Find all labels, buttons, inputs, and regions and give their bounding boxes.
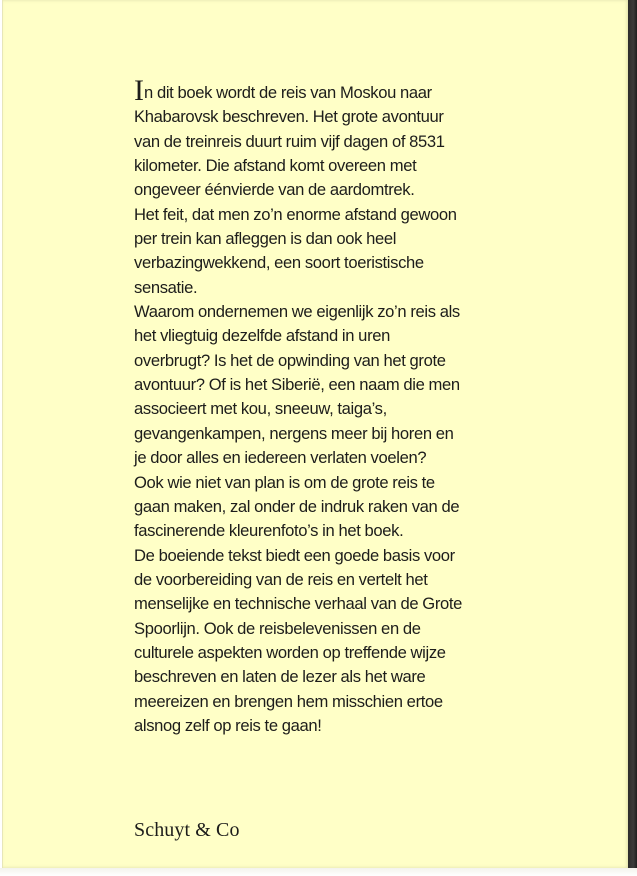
blurb-line: overbrugt? Is het de opwinding van het grote xyxy=(134,350,446,370)
blurb-line: avontuur? Of is het Siberië, een naam die men xyxy=(134,375,460,395)
blurb-line: je door alles en iedereen verlaten voelen? xyxy=(134,448,427,468)
blurb-line: Khabarovsk beschreven. Het grote avontuur xyxy=(134,107,444,127)
blurb-line: kilometer. Die afstand komt overeen met xyxy=(134,156,417,176)
blurb-line: Het feit, dat men zo’n enorme afstand gewoon xyxy=(134,204,457,224)
blurb-line: ongeveer éénvierde van de aardomtrek. xyxy=(134,180,415,200)
blurb-line: gaan maken, zal onder de indruk raken van de xyxy=(134,496,460,516)
blurb-line: Spoorlijn. Ook de reisbelevenissen en de xyxy=(134,618,421,638)
blurb-line: alsnog zelf op reis te gaan! xyxy=(134,715,322,735)
scan-bottom-margin xyxy=(0,868,637,876)
blurb-line-text: n dit boek wordt de reis van Moskou naar xyxy=(144,83,432,102)
blurb-line: gevangenkampen, nergens meer bij horen en xyxy=(134,423,454,443)
blurb-line: Waarom ondernemen we eigenlijk zo’n reis als xyxy=(134,302,460,322)
blurb-text xyxy=(134,74,494,738)
blurb-line: De boeiende tekst biedt een goede basis voor xyxy=(134,545,455,565)
blurb-line: fascinerende kleurenfoto’s in het boek. xyxy=(134,521,404,541)
blurb-line: beschreven en laten de lezer als het ware xyxy=(134,667,426,687)
blurb-line: het vliegtuig dezelfde afstand in uren xyxy=(134,326,390,346)
blurb-line: verbazingwekkend, een soort toeristische xyxy=(134,253,424,273)
blurb-line: culturele aspekten worden op treffende wijze xyxy=(134,642,446,662)
cover-spine-edge xyxy=(628,0,637,876)
blurb-line: Ook wie niet van plan is om de grote reis te xyxy=(134,472,435,492)
blurb-line: per trein kan afleggen is dan ook heel xyxy=(134,229,397,249)
blurb-line: de voorbereiding van de reis en vertelt het xyxy=(134,569,428,589)
blurb-line-1 xyxy=(134,74,494,107)
blurb-line: associeert met kou, sneeuw, taiga’s, xyxy=(134,399,387,419)
drop-cap: I xyxy=(134,74,144,107)
blurb-line: van de treinreis duurt ruim vijf dagen of 8531 xyxy=(134,131,445,151)
publisher-logo: Schuyt & Co xyxy=(134,819,240,841)
blurb-line: sensatie. xyxy=(134,277,198,297)
blurb-line: meereizen en brengen hem misschien ertoe xyxy=(134,691,443,711)
blurb-line: menselijke en technische verhaal van de Grote xyxy=(134,594,463,614)
